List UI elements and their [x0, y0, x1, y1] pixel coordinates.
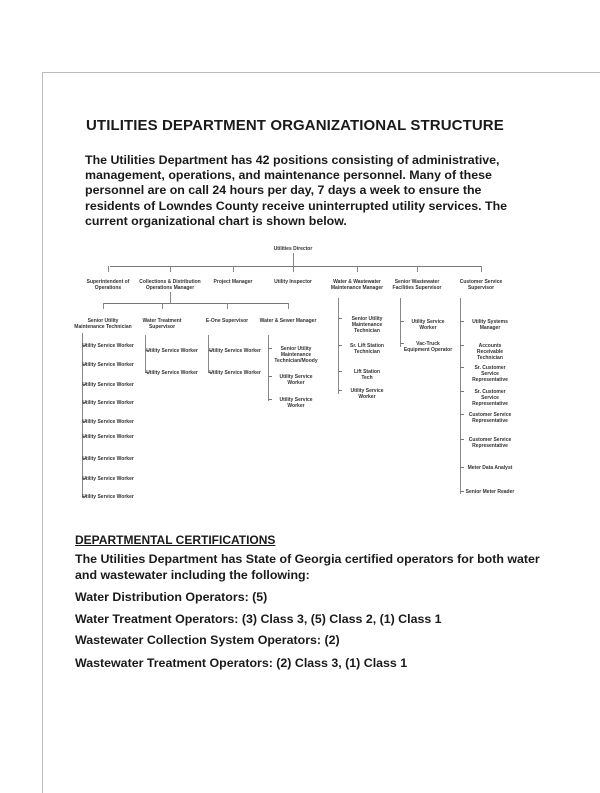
position-node: Utility Service Worker: [82, 476, 134, 482]
connector-line: [145, 335, 146, 373]
connector-line: [82, 333, 83, 498]
supervisor-node: Water & Sewer Manager: [259, 318, 317, 324]
connector-line: [293, 266, 294, 272]
supervisor-node: Water Treatment Supervisor: [142, 318, 182, 330]
connector-line: [460, 321, 464, 322]
connector-line: [460, 491, 464, 492]
manager-node: Project Manager: [213, 279, 253, 285]
position-node: Senior Meter Reader: [465, 489, 515, 495]
connector-line: [170, 266, 171, 272]
connector-line: [417, 266, 418, 272]
position-node: Customer Service Representative: [468, 412, 512, 424]
connector-line: [162, 303, 163, 309]
position-node: Utility Service Worker: [82, 494, 134, 500]
connector-line: [293, 253, 294, 266]
position-node: Utility Service Worker: [279, 374, 313, 386]
manager-node: Collections & Distribution Operations Manager: [139, 279, 201, 291]
connector-line: [460, 298, 461, 494]
manager-node: Water & Wastewater Maintenance Manager: [330, 279, 384, 291]
connector-line: [460, 367, 464, 368]
connector-line: [460, 414, 464, 415]
position-node: Senior Utility Maintenance Technician: [351, 316, 383, 334]
connector-line: [288, 303, 289, 309]
connector-line: [108, 266, 109, 272]
intro-paragraph: The Utilities Department has 42 positions consisting of administrative, management, operations, and maintenance personnel. Many of these personnel are on call 24 hours per day, 7 days a week to ensure the residents of Lowndes County receive uninterrupted utility services. The current organizational chart is shown below.: [85, 153, 508, 228]
connector-line: [338, 371, 342, 372]
manager-node: Utility Inspector: [274, 279, 312, 285]
supervisor-node: Senior Utility Maintenance Technician: [74, 318, 132, 330]
connector-line: [208, 335, 209, 373]
position-node: Utility Service Worker: [82, 343, 134, 349]
connector-line: [268, 335, 269, 401]
connector-line: [110, 266, 481, 267]
manager-node: Customer Service Supervisor: [459, 279, 503, 291]
connector-line: [233, 266, 234, 272]
manager-node: Senior Wastewater Facilities Supervisor: [392, 279, 442, 291]
position-node: Lift Station Tech: [353, 369, 381, 381]
connector-line: [400, 298, 401, 347]
connector-line: [481, 266, 482, 272]
connector-line: [227, 303, 228, 309]
position-node: Utility Service Worker: [82, 456, 134, 462]
position-node: Utility Service Worker: [82, 419, 134, 425]
position-node: Utility Service Worker: [411, 319, 445, 331]
position-node: Accounts Receivable Technician: [476, 343, 504, 361]
position-node: Utility Service Worker: [146, 370, 198, 376]
connector-line: [338, 390, 342, 391]
position-node: Vac-Truck Equipment Operator: [403, 341, 453, 353]
connector-line: [338, 318, 342, 319]
position-node: Utility Service Worker: [279, 397, 313, 409]
supervisor-node: E-One Supervisor: [205, 318, 249, 324]
connector-line: [103, 303, 104, 309]
certification-line: Water Distribution Operators: (5): [75, 590, 268, 604]
position-node: Meter Data Analyst: [467, 465, 513, 471]
position-node: Utility Service Worker: [209, 348, 261, 354]
position-node: Senior Utility Maintenance Technician/Moody: [274, 346, 318, 364]
connector-line: [338, 298, 339, 394]
position-node: Utility Service Worker: [82, 434, 134, 440]
position-node: Utility Service Worker: [146, 348, 198, 354]
position-node: Sr. Customer Service Representative: [472, 365, 508, 383]
connector-line: [460, 345, 464, 346]
connector-line: [460, 391, 464, 392]
position-node: Utility Systems Manager: [472, 319, 508, 331]
position-node: Utility Service Worker: [82, 362, 134, 368]
connector-line: [170, 292, 171, 303]
position-node: Sr. Customer Service Representative: [472, 389, 508, 407]
page-title: UTILITIES DEPARTMENT ORGANIZATIONAL STRUCTURE: [86, 117, 504, 134]
position-node: Utility Service Worker: [209, 370, 261, 376]
manager-node: Superintendent of Operations: [86, 279, 130, 291]
connector-line: [338, 345, 342, 346]
position-node: Customer Service Representative: [468, 437, 512, 449]
certification-line: Wastewater Collection System Operators: (2): [75, 633, 340, 647]
position-node: Utility Service Worker: [350, 388, 384, 400]
certification-line: Wastewater Treatment Operators: (2) Class 3, (1) Class 1: [75, 656, 408, 670]
connector-line: [460, 439, 464, 440]
connector-line: [357, 266, 358, 272]
position-node: Utility Service Worker: [82, 400, 134, 406]
position-node: Sr. Lift Station Technician: [350, 343, 384, 355]
certification-line: Water Treatment Operators: (3) Class 3, (5) Class 2, (1) Class 1: [75, 612, 442, 626]
director-node: Utilities Director: [273, 246, 313, 252]
position-node: Utility Service Worker: [82, 382, 134, 388]
connector-line: [460, 467, 464, 468]
connector-line: [103, 303, 289, 304]
certifications-heading: DEPARTMENTAL CERTIFICATIONS: [75, 533, 276, 547]
certifications-intro: The Utilities Department has State of Georgia certified operators for both water and wastewater including the following:: [75, 552, 540, 582]
